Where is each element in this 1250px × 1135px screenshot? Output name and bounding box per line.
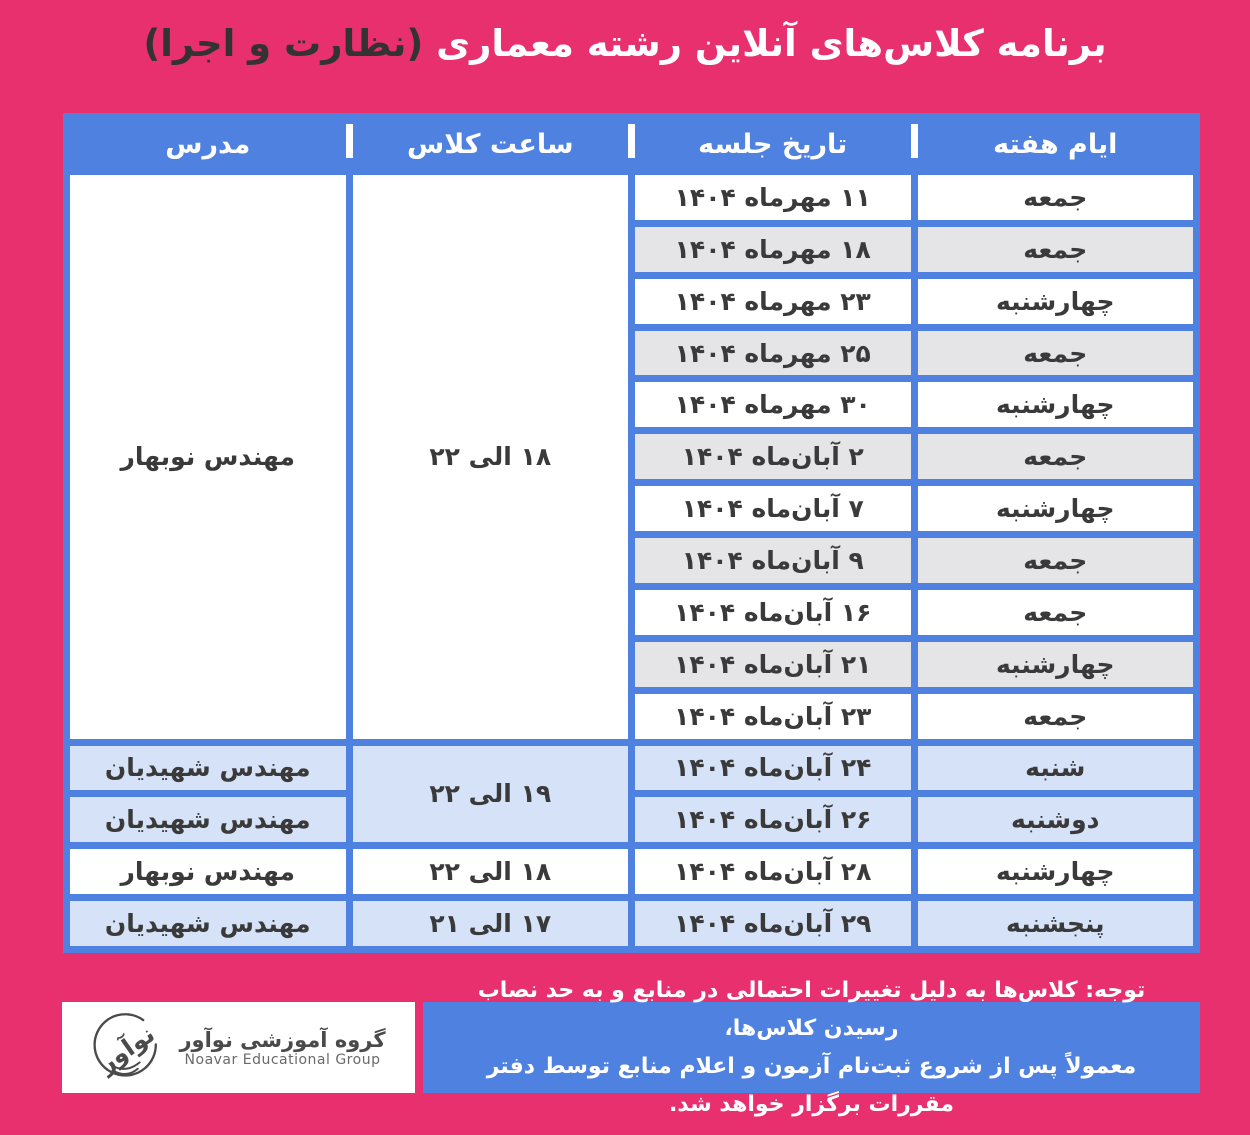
date-cell: ۹ آبان‌ماه ۱۴۰۴ xyxy=(635,538,911,583)
date-cell: ۲۱ آبان‌ماه ۱۴۰۴ xyxy=(635,642,911,687)
note-line-2: معمولاً پس از شروع ثبت‌نام آزمون و اعلام منابع توسط دفتر مقررات برگزار خواهد شد. xyxy=(486,1053,1137,1117)
noavar-logo-icon xyxy=(91,1012,163,1084)
date-cell: ۳۰ مهرماه ۱۴۰۴ xyxy=(635,382,911,427)
title-parenthetical: (نظارت و اجرا) xyxy=(143,22,424,65)
logo-box xyxy=(62,1002,415,1093)
date-cell: ۲۳ مهرماه ۱۴۰۴ xyxy=(635,279,911,324)
day-cell: دوشنبه xyxy=(918,797,1194,842)
day-cell: چهارشنبه xyxy=(918,642,1194,687)
date-cell: ۲ آبان‌ماه ۱۴۰۴ xyxy=(635,434,911,479)
header-day: ایام هفته xyxy=(918,120,1194,168)
teacher-cell: مهندس نوبهار xyxy=(70,849,346,894)
date-cell: ۱۸ مهرماه ۱۴۰۴ xyxy=(635,227,911,272)
time-cell: ۱۸ الی ۲۲ xyxy=(353,849,629,894)
svg-text:نوآور: نوآور xyxy=(93,1018,161,1078)
day-cell: چهارشنبه xyxy=(918,279,1194,324)
header-time: ساعت کلاس xyxy=(353,120,629,168)
day-cell: جمعه xyxy=(918,590,1194,635)
day-cell: جمعه xyxy=(918,175,1194,220)
date-cell: ۲۹ آبان‌ماه ۱۴۰۴ xyxy=(635,901,911,946)
logo-name-en: Noavar Educational Group xyxy=(184,1051,381,1068)
day-cell: چهارشنبه xyxy=(918,382,1194,427)
date-cell: ۲۸ آبان‌ماه ۱۴۰۴ xyxy=(635,849,911,894)
note-box xyxy=(423,977,1200,1117)
day-cell: جمعه xyxy=(918,227,1194,272)
date-cell: ۷ آبان‌ماه ۱۴۰۴ xyxy=(635,486,911,531)
date-cell: ۱۱ مهرماه ۱۴۰۴ xyxy=(635,175,911,220)
day-cell: شنبه xyxy=(918,746,1194,791)
header-teacher: مدرس xyxy=(165,128,251,160)
day-cell: چهارشنبه xyxy=(918,849,1194,894)
date-cell: ۲۴ آبان‌ماه ۱۴۰۴ xyxy=(635,746,911,791)
title-subject: معماری xyxy=(436,22,574,65)
time-cell: ۱۷ الی ۲۱ xyxy=(353,901,629,946)
day-cell: جمعه xyxy=(918,434,1194,479)
date-cell: ۲۶ آبان‌ماه ۱۴۰۴ xyxy=(635,797,911,842)
date-cell: ۲۳ آبان‌ماه ۱۴۰۴ xyxy=(635,694,911,739)
title-main: برنامه کلاس‌های آنلاین رشته xyxy=(586,22,1107,65)
day-cell: چهارشنبه xyxy=(918,486,1194,531)
logo-text xyxy=(179,1028,385,1068)
teacher-cell-merged: مهندس نوبهار xyxy=(70,175,346,739)
teacher-cell: مهندس شهیدیان xyxy=(70,901,346,946)
day-cell: جمعه xyxy=(918,331,1194,376)
teacher-cell: مهندس شهیدیان xyxy=(70,746,346,791)
schedule-table xyxy=(63,113,1200,953)
logo-name-fa: گروه آموزشی نوآور xyxy=(179,1027,386,1052)
page-title xyxy=(0,22,1250,65)
date-cell: ۲۵ مهرماه ۱۴۰۴ xyxy=(635,331,911,376)
teacher-cell: مهندس شهیدیان xyxy=(70,797,346,842)
day-cell: جمعه xyxy=(918,694,1194,739)
time-cell-merged: ۱۸ الی ۲۲ xyxy=(353,175,629,739)
time-cell-merged: ۱۹ الی ۲۲ xyxy=(353,746,629,843)
header-date: تاریخ جلسه xyxy=(635,120,911,168)
note-line-1: توجه: کلاس‌ها به دلیل تغییرات احتمالی در منابع و به حد نصاب رسیدن کلاس‌ها، xyxy=(477,977,1146,1041)
date-cell: ۱۶ آبان‌ماه ۱۴۰۴ xyxy=(635,590,911,635)
day-cell: جمعه xyxy=(918,538,1194,583)
day-cell: پنجشنبه xyxy=(918,901,1194,946)
